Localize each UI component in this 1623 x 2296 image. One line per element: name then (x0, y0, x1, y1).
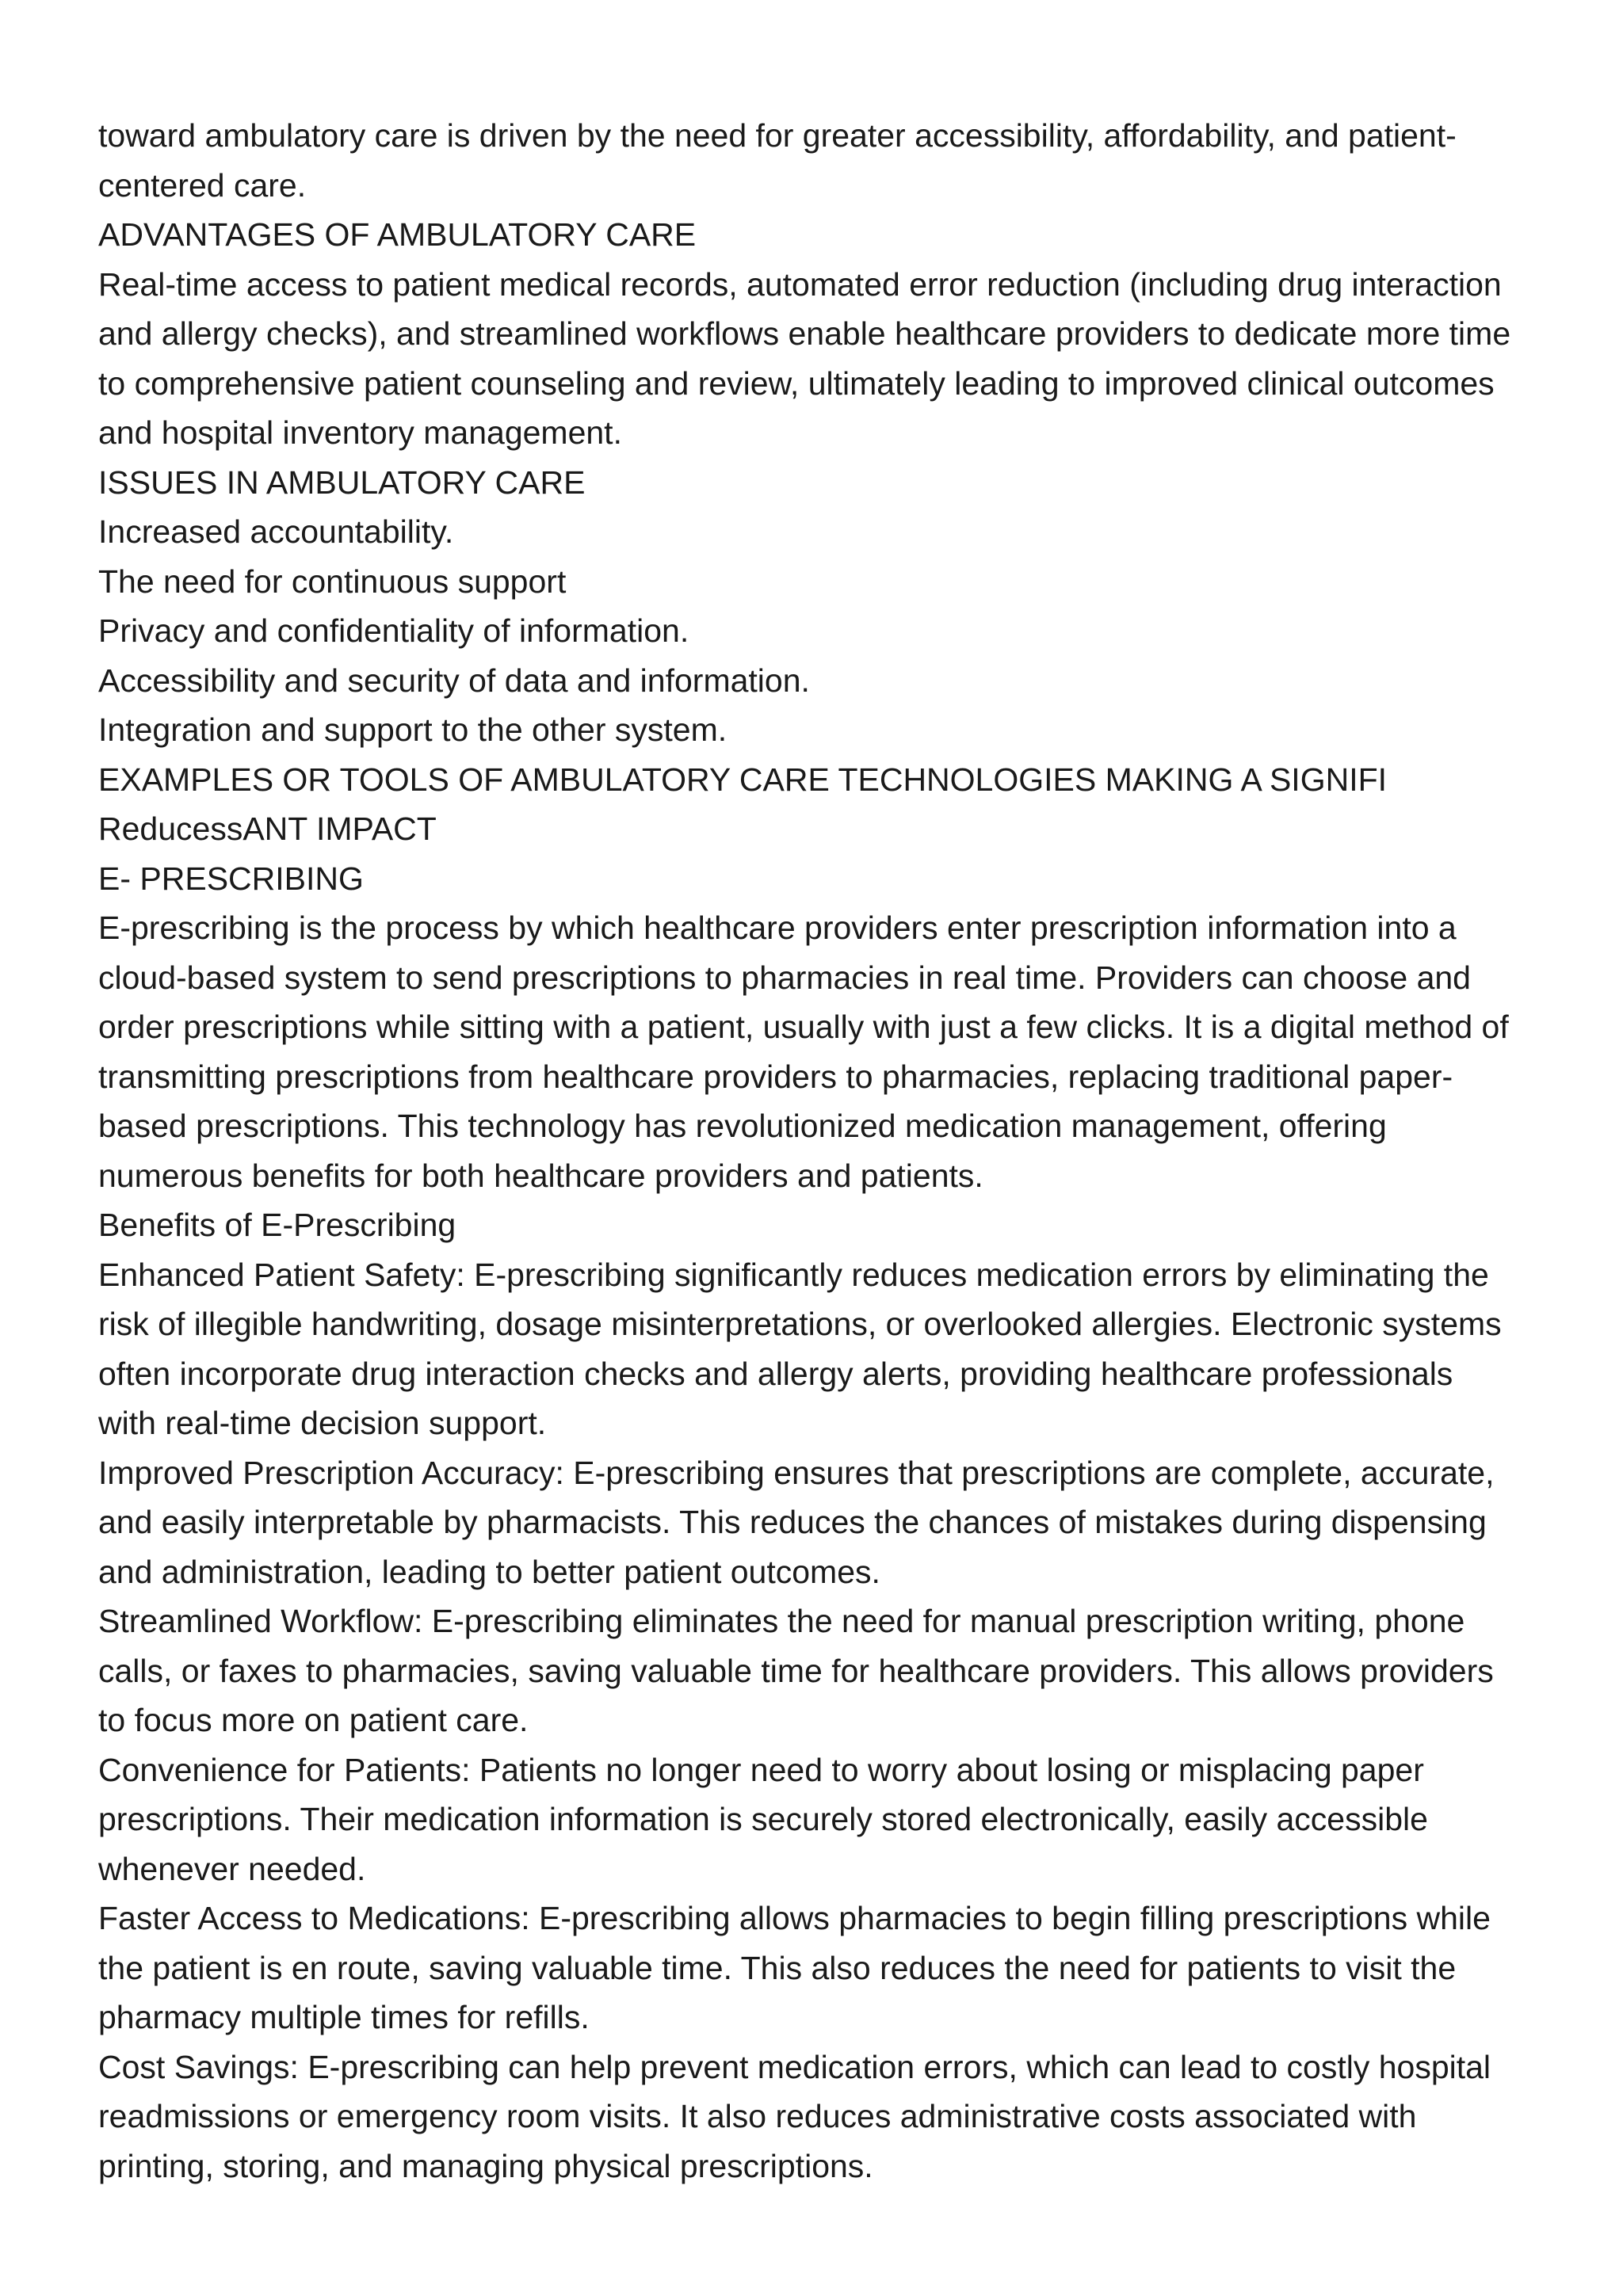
list-item: Privacy and confidentiality of information. (98, 612, 689, 649)
section-heading: ADVANTAGES OF AMBULATORY CARE (98, 216, 697, 253)
list-item: The need for continuous support (98, 563, 567, 600)
text-line: pharmacy multiple times for refills. (98, 1999, 590, 2035)
text-line: Enhanced Patient Safety: E-prescribing significantly reduces medication errors by eliminating the (98, 1256, 1489, 1293)
text-line: transmitting prescriptions from healthcare providers to pharmacies, replacing traditional paper- (98, 1058, 1453, 1095)
section-heading: ReducessANT IMPACT (98, 810, 437, 847)
text-line: to focus more on patient care. (98, 1702, 529, 1738)
text-line: with real-time decision support. (98, 1405, 547, 1441)
text-line: to comprehensive patient counseling and review, ultimately leading to improved clinical outcomes (98, 364, 1495, 402)
text-line: order prescriptions while sitting with a patient, usually with just a few clicks. It is a digital method of (98, 1009, 1509, 1045)
text-line: Improved Prescription Accuracy: E-prescribing ensures that prescriptions are complete, accurate, (98, 1454, 1495, 1491)
text-line: whenever needed. (98, 1850, 366, 1887)
text-line: Real-time access to patient medical records, automated error reduction (including drug interaction (98, 265, 1502, 303)
text-line: based prescriptions. This technology has revolutionized medication management, offering (98, 1108, 1387, 1144)
text-line: often incorporate drug interaction checks and allergy alerts, providing healthcare professionals (98, 1355, 1453, 1392)
text-line: and hospital inventory management. (98, 414, 622, 451)
text-line: risk of illegible handwriting, dosage misinterpretations, or overlooked allergies. Electronic systems (98, 1306, 1502, 1342)
text-line: and allergy checks), and streamlined workflows enable healthcare providers to dedicate more time (98, 315, 1511, 352)
text-line: numerous benefits for both healthcare providers and patients. (98, 1157, 983, 1194)
text-line: centered care. (98, 166, 307, 204)
text-line: cloud-based system to send prescriptions to pharmacies in real time. Providers can choose and (98, 959, 1471, 996)
list-item: Increased accountability. (98, 513, 454, 550)
list-item: Accessibility and security of data and information. (98, 662, 810, 699)
text-line: Faster Access to Medications: E-prescribing allows pharmacies to begin filling prescriptions while (98, 1900, 1491, 1936)
text-line: Convenience for Patients: Patients no longer need to worry about losing or misplacing paper (98, 1751, 1424, 1788)
text-line: Streamlined Workflow: E-prescribing eliminates the need for manual prescription writing, phone (98, 1603, 1465, 1639)
text-line: prescriptions. Their medication information is securely stored electronically, easily accessible (98, 1801, 1428, 1837)
document-page (98, 111, 1541, 2191)
section-heading: ISSUES IN AMBULATORY CARE (98, 463, 586, 501)
text-line: Cost Savings: E-prescribing can help prevent medication errors, which can lead to costly hospital (98, 2048, 1491, 2085)
text-line: readmissions or emergency room visits. It also reduces administrative costs associated with (98, 2098, 1417, 2134)
text-line: calls, or faxes to pharmacies, saving valuable time for healthcare providers. This allows providers (98, 1652, 1494, 1689)
text-line: toward ambulatory care is driven by the need for greater accessibility, affordability, and patient- (98, 117, 1457, 154)
text-line: E-prescribing is the process by which healthcare providers enter prescription information into a (98, 910, 1457, 946)
section-heading: E- PRESCRIBING (98, 860, 364, 897)
section-heading: EXAMPLES OR TOOLS OF AMBULATORY CARE TECHNOLOGIES MAKING A SIGNIFI (98, 761, 1388, 798)
subheading: Benefits of E-Prescribing (98, 1207, 456, 1243)
text-line: and administration, leading to better patient outcomes. (98, 1553, 880, 1590)
list-item: Integration and support to the other system. (98, 711, 727, 748)
text-line: the patient is en route, saving valuable time. This also reduces the need for patients to visit the (98, 1949, 1457, 1986)
text-line: and easily interpretable by pharmacists. This reduces the chances of mistakes during dispensing (98, 1504, 1487, 1540)
text-line: printing, storing, and managing physical prescriptions. (98, 2147, 873, 2184)
